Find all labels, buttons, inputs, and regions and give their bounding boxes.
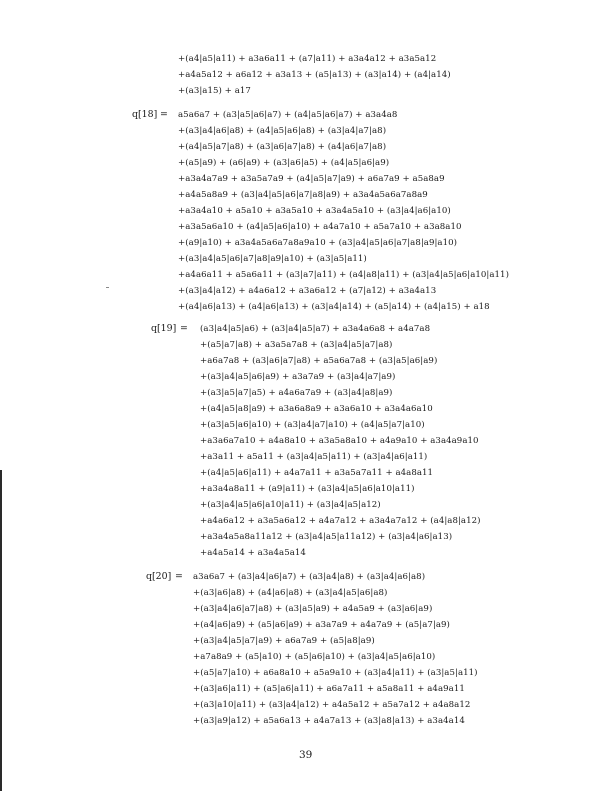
equation-line: +a6a7a8 + (a3|a6|a7|a8) + a5a6a7a8 + (a3|a5|a6|a9) <box>200 356 438 366</box>
equation-label: q[20] <box>146 571 172 582</box>
margin-mark <box>106 287 109 288</box>
equation-line: +(a3|a4|a12) + a4a6a12 + a3a6a12 + (a7|a12) + a3a4a13 <box>178 286 437 296</box>
equation-line: +(a3|a5|a7|a5) + a4a6a7a9 + (a3|a4|a8|a9) <box>200 388 393 398</box>
equation-line: +(a3|a10|a11) + (a3|a4|a12) + a4a5a12 + a5a7a12 + a4a8a12 <box>193 700 471 710</box>
equation-line: +(a4|a6|a9) + (a5|a6|a9) + a3a7a9 + a4a7a9 + (a5|a7|a9) <box>193 620 450 630</box>
scan-edge <box>0 470 2 791</box>
equation-line: +(a4|a5|a7|a8) + (a3|a6|a7|a8) + (a4|a6|a7|a8) <box>178 142 387 152</box>
equation-line: +(a3|a4|a6|a7|a8) + (a3|a5|a9) + a4a5a9 + (a3|a6|a9) <box>193 604 433 614</box>
equation-line: +(a5|a7|a10) + a6a8a10 + a5a9a10 + (a3|a4|a11) + (a3|a5|a11) <box>193 668 478 678</box>
equation-line: +(a3|a4|a5|a7|a9) + a6a7a9 + (a5|a8|a9) <box>193 636 375 646</box>
equation-line: +(a3|a15) + a17 <box>178 86 251 96</box>
equation-line: +a3a4a10 + a5a10 + a3a5a10 + a3a4a5a10 + (a3|a4|a6|a10) <box>178 206 451 216</box>
equation-line: +a3a4a8a11 + (a9|a11) + (a3|a4|a5|a6|a10|a11) <box>200 484 415 494</box>
equation-line: +(a3|a6|a8) + (a4|a6|a8) + (a3|a4|a5|a6|a8) <box>193 588 388 598</box>
equation-line: +a3a4a5a8a11a12 + (a3|a4|a5|a11a12) + (a3|a4|a6|a13) <box>200 532 453 542</box>
equation-line: +(a5|a7|a8) + a3a5a7a8 + (a3|a4|a5|a7|a8) <box>200 340 393 350</box>
equation-line: +(a4|a5|a8|a9) + a3a6a8a9 + a3a6a10 + a3a4a6a10 <box>200 404 433 414</box>
equation-line: +(a3|a4|a5|a6|a9) + a3a7a9 + (a3|a4|a7|a9) <box>200 372 396 382</box>
equation-line: +(a4|a5|a11) + a3a6a11 + (a7|a11) + a3a4a12 + a3a5a12 <box>178 54 437 64</box>
equation-line: +(a3|a4|a6|a8) + (a4|a5|a6|a8) + (a3|a4|a7|a8) <box>178 126 387 136</box>
equation-line: a5a6a7 + (a3|a5|a6|a7) + (a4|a5|a6|a7) + a3a4a8 <box>178 110 398 120</box>
equation-line: +a7a8a9 + (a5|a10) + (a5|a6|a10) + (a3|a4|a5|a6|a10) <box>193 652 436 662</box>
equation-line: a3a6a7 + (a3|a4|a6|a7) + (a3|a4|a8) + (a3|a4|a6|a8) <box>193 572 426 582</box>
equation-label: q[18] <box>132 109 158 120</box>
equation-line: +(a5|a9) + (a6|a9) + (a3|a6|a5) + (a4|a5|a6|a9) <box>178 158 390 168</box>
equation-line: (a3|a4|a5|a6) + (a3|a4|a5|a7) + a3a4a6a8 + a4a7a8 <box>200 324 431 334</box>
equation-line: +a3a4a7a9 + a3a5a7a9 + (a4|a5|a7|a9) + a6a7a9 + a5a8a9 <box>178 174 445 184</box>
equation-line: +(a3|a5|a6|a10) + (a3|a4|a7|a10) + (a4|a5|a7|a10) <box>200 420 425 430</box>
equation-line: +(a3|a4|a5|a6|a7|a8|a9|a10) + (a3|a5|a11) <box>178 254 367 264</box>
equation-line: +a4a5a12 + a6a12 + a3a13 + (a5|a13) + (a3|a14) + (a4|a14) <box>178 70 451 80</box>
equation-line: +a3a11 + a5a11 + (a3|a4|a5|a11) + (a3|a4|a6|a11) <box>200 452 428 462</box>
equation-line: +a4a5a14 + a3a4a5a14 <box>200 548 306 558</box>
page-number: 39 <box>299 749 313 761</box>
equation-line: +(a4|a5|a6|a11) + a4a7a11 + a3a5a7a11 + a4a8a11 <box>200 468 434 478</box>
equation-label: q[19] <box>151 323 177 334</box>
equation-line: +(a3|a6|a11) + (a5|a6|a11) + a6a7a11 + a5a8a11 + a4a9a11 <box>193 684 465 694</box>
equation-line: +a3a5a6a10 + (a4|a5|a6|a10) + a4a7a10 + a5a7a10 + a3a8a10 <box>178 222 462 232</box>
equation-line: +(a3|a9|a12) + a5a6a13 + a4a7a13 + (a3|a8|a13) + a3a4a14 <box>193 716 465 726</box>
equation-line: +a4a5a8a9 + (a3|a4|a5|a6|a7|a8|a9) + a3a4a5a6a7a8a9 <box>178 190 428 200</box>
equation-line: +(a9|a10) + a3a4a5a6a7a8a9a10 + (a3|a4|a5|a6|a7|a8|a9|a10) <box>178 238 458 248</box>
equals-sign: = <box>160 109 168 120</box>
equals-sign: = <box>180 323 188 334</box>
equation-line: +(a4|a6|a13) + (a4|a6|a13) + (a3|a4|a14) + (a5|a14) + (a4|a15) + a18 <box>178 302 490 312</box>
equation-line: +a3a6a7a10 + a4a8a10 + a3a5a8a10 + a4a9a10 + a3a4a9a10 <box>200 436 479 446</box>
equation-line: +(a3|a4|a5|a6|a10|a11) + (a3|a4|a5|a12) <box>200 500 381 510</box>
equals-sign: = <box>175 571 183 582</box>
equation-line: +a4a6a12 + a3a5a6a12 + a4a7a12 + a3a4a7a12 + (a4|a8|a12) <box>200 516 481 526</box>
equation-line: +a4a6a11 + a5a6a11 + (a3|a7|a11) + (a4|a8|a11) + (a3|a4|a5|a6|a10|a11) <box>178 270 509 280</box>
